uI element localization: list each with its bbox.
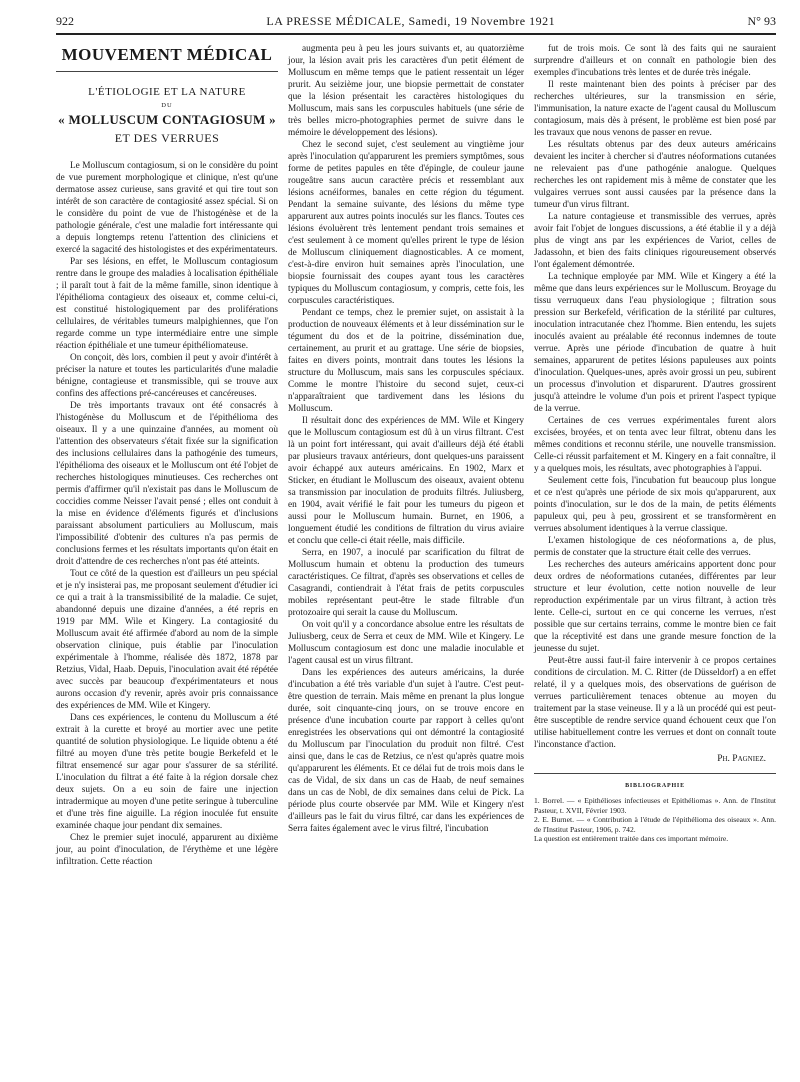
article-title-line-1: L'ÉTIOLOGIE ET LA NATURE	[88, 86, 246, 98]
column-1	[56, 43, 278, 868]
paragraph: Il reste maintenant bien des points à préciser par des recherches ultérieures, sur la transmission en série, l'immunisation, la nature exacte de l'agent causal du Molluscum contagiosum, mais dès à présent, le problème est bien posé par les travaux que nous venons de passer en revue.	[534, 80, 776, 138]
page-number: 922	[56, 14, 74, 28]
section-title: MOUVEMENT MÉDICAL	[56, 43, 278, 72]
paragraph: Le Molluscum contagiosum, si on le considère du point de vue purement morphologique et clinique, n'est qu'une dermatose assez curieuse, sans gravité et qui tire tout son intérêt de son caractère de contagiosité assez spécial. Si on le considère du point de vue de l'histogénèse et de la pathologie générale, c'est une maladie fort intéressante qui a depuis longtemps retenu l'attention des cliniciens et exercé la sagacité des histologistes et des expérimentateurs.	[56, 161, 278, 255]
article-title	[56, 86, 278, 144]
paragraph: Chez le premier sujet inoculé, apparurent au dixième jour, au point d'inoculation, de l'érythème et une légère infiltration. Cette réaction	[56, 833, 278, 867]
paragraph: Il résultait donc des expériences de MM. Wile et Kingery que le Molluscum contagiosum est dû à un virus filtrant. C'est là un point fort intéressant, qui avait d'ailleurs déjà été établi par plusieurs travaux antérieurs, dont quelques-uns paraissent avoir échappé aux auteurs américains. En 1902, Marx et Sticker, en étudiant le Molluscum des oiseaux, avaient obtenu sa transmission par inoculation de produits filtrés. Juliusberg, en 1904, avait vérifié le fait pour les tumeurs du pigeon et aussi pour le Molluscum humain. Burnet, en 1906, a longuement étudié les conditions de filtration du virus aviaire et conclu que celle-ci était réelle, mais difficile.	[288, 416, 524, 546]
paragraph: Les résultats obtenus par des deux auteurs américains devaient les inciter à chercher si d'autres néoformations cutanées ne relevaient pas d'une pathogénie analogue. Quelques recherches les ont rapidement mis à même de constater que les vulgaires verrues sont aussi causées par la présence dans la tumeur d'un virus filtrant.	[534, 140, 776, 210]
page-header	[56, 14, 776, 35]
publication-date: , Samedi, 19 Novembre 1921	[401, 14, 556, 28]
bibliography-heading: BIBLIOGRAPHIE	[625, 783, 685, 789]
bibliography-note: La question est entièrement traitée dans ces important mémoire.	[534, 834, 729, 843]
article-columns	[56, 43, 776, 868]
column-2-body	[288, 43, 524, 835]
paragraph: Par ses lésions, en effet, le Molluscum contagiosum rentre dans le groupe des maladies à localisation épithéliale ; il paraît tout à fait de la même famille, sinon identique à l'épithélioma contagieux des oiseaux et, comme celui-ci, est constitué histologiquement par des proliférations cellulaires, de véritables tumeurs malpighiennes, que l'on regarde comme un type intermédiaire entre une simple réaction épithéliale et une tumeur épithéliomateuse.	[56, 257, 278, 351]
paragraph: Seulement cette fois, l'incubation fut beaucoup plus longue et ce n'est qu'après une période de six mois qu'apparurent, aux points d'inoculation, sur le dos de la main, de petits éléments papuleux qui, peu à peu, grossirent et se transformèrent en verrues absolument identiques à la verrue classique.	[534, 476, 776, 534]
column-3	[534, 43, 776, 868]
paragraph: On voit qu'il y a concordance absolue entre les résultats de Juliusberg, ceux de Serra et ceux de MM. Wile et Kingery. Le Molluscum contagiosum est donc une maladie inoculable et l'agent causal est un virus filtrant.	[288, 620, 524, 666]
publication-name: LA PRESSE MÉDICALE	[266, 14, 402, 28]
paragraph: Certaines de ces verrues expérimentales furent alors excisées, broyées, et on tenta avec leur filtrat, obtenu dans les mêmes conditions et reconnu stérile, une nouvelle transmission. Celle-ci réussit parfaitement et M. Kingery en a fait connaître, il y a quelques mois, les résultats, avec photographies à l'appui.	[534, 416, 776, 474]
paragraph: Dans les expériences des auteurs américains, la durée d'incubation a été très variable d'un sujet à l'autre. C'est peut-être question de terrain. Mais même en prenant la plus longue durée, soit cinquante-cinq jours, on se trouve encore en présence d'une incubation courte par rapport à celles qu'ont enregistrées les observations qui ont démontré la contagiosité du Molluscum par l'inoculation du produit non filtré. C'est ainsi que, dans le cas de Retzius, ce n'est qu'après quatre mois qu'apparurent les éléments. Et ce délai fut de trois mois dans le cas de Vidal, de six dans un cas de Haab, de neuf semaines dans un cas de Nobl, de dix semaines dans celui de Pick. La période plus courte observée par MM. Wile et Kingery n'est d'ailleurs pas le fait du virus filtré, car dans les expériences de Serra faites également avec le virus filtré, l'incubation	[288, 668, 524, 834]
paragraph: La technique employée par MM. Wile et Kingery a été la même que dans leurs expériences sur le Molluscum. Broyage du tissu verruqueux dans l'eau physiologique ; filtration sous pression sur Berkefeld, vérification de la stérilité par cultures, inoculation intracutanée chez l'homme. Bien entendu, les sujets inoculés avaient au préalable été reconnus indemnes de toute verrue. Après une période d'incubation de quatre à huit semaines, apparurent de petites lésions papuleuses aux points d'inoculation. Quelques-unes, après avoir grossi un peu, subirent un processus d'involution et disparurent. D'autres grossirent jusqu'à atteindre le volume d'un pois et prirent l'aspect typique de la verrue.	[534, 272, 776, 414]
paragraph: augmenta peu à peu les jours suivants et, au quatorzième jour, la lésion avait pris les caractères d'un petit élément de Molluscum en même temps que le patient ressentait un léger prurit. Au seizième jour, une biopsie permettait de constater que la lésion présentait les caractères histologiques du Molluscum, mais sans les corpuscules habituels (une série de très belles micro-photographies permet de suivre dans le mémoire le développement des lésions).	[288, 44, 524, 138]
publication-line	[266, 14, 555, 29]
paragraph: Serra, en 1907, a inoculé par scarification du filtrat de Molluscum humain et obtenu la production des tumeurs caractéristiques. Ce filtrat, d'après ses observations et celles de Casagrandi, contiendrait à l'état frais de petits corpuscules mobiles représentant peut-être le stade filtrable d'un protozoaire qui serait la cause du Molluscum.	[288, 548, 524, 618]
issue-number: N° 93	[747, 14, 776, 28]
paragraph: Pendant ce temps, chez le premier sujet, on assistait à la production de nouveaux éléments et à leur dissémination sur le tégument du dos et de la poitrine, dissémination due, certainement, au prurit et au grattage. Une série de biopsies, faites en divers points, montrait dans toutes les lésions la structure du Molluscum, mais sans les corpuscules spéciaux. Comme le montre l'histoire du second sujet, ceux-ci n'apparaîtraient que tardivement dans les lésions du Molluscum.	[288, 308, 524, 414]
paragraph: La nature contagieuse et transmissible des verrues, après avoir fait l'objet de longues discussions, a été établie il y a déjà plus de vingt ans par les expériences de Variot, celles de Jadassohn, et bien des faits cliniques rigoureusement observés l'ont également démontrée.	[534, 212, 776, 270]
paragraph: Peut-être aussi faut-il faire intervenir à ce propos certaines conditions de circulation. M. C. Ritter (de Düsseldorf) a en effet relaté, il y a quelques mois, des observations de guérison de verrues particulièrement tenaces obtenue au moyen du traitement par la stase veineuse. Il y a là un procédé qui est peut-être susceptible de rendre service quand échouent ceux que l'on utilise habituellement contre les verrues et dont on connaît toute l'inconstance d'action.	[534, 656, 776, 750]
paragraph: De très importants travaux ont été consacrés à l'histogénèse du Molluscum et de l'épithélioma des oiseaux. Il y a une quinzaine d'années, au moment où l'attention des observateurs s'était fixée sur la signification des inclusions cellulaires dans la pathogénie des tumeurs, l'épithélioma des oiseaux et le Molluscum ont été l'objet de recherches histologiques minutieuses. Ces recherches ont permis d'affirmer qu'il n'existait pas dans le Molluscum de coccidies comme Neisser l'avait pensé ; elles ont conduit à la mise en évidence d'éléments figurés et d'inclusions paraissant absolument particuliers au Molluscum, mais l'impossibilité d'obtenir des cultures n'a pas permis de conclusions fermes et les résultats importants qu'on était en droit d'attendre de ces recherches n'ont pas été atteints.	[56, 401, 278, 567]
column-2	[288, 43, 524, 868]
article-title-line-2: « MOLLUSCUM CONTAGIOSUM »	[58, 112, 276, 127]
paragraph: Dans ces expériences, le contenu du Molluscum a été extrait à la curette et broyé au mortier avec une petite quantité de solution physiologique. Le liquide obtenu a été filtré au moyen d'une très petite bougie Berkefeld et le filtrat ensemencé sur agar pour s'assurer de sa stérilité. L'inoculation du filtrat a été faite à la région dorsale chez deux sujets. On a eu soin de faire une injection intradermique au moyen d'une petite seringue à tuberculine et d'une très fine aiguille. La région inoculée fut ensuite examinée chaque jour pendant dix semaines.	[56, 713, 278, 831]
bibliography-divider	[534, 773, 776, 774]
paragraph: Les recherches des auteurs américains apportent donc pour deux ordres de néoformations cutanées, différentes par leur structure et leur évolution, cette notion nouvelle de leur reproduction expérimentale par un virus filtrant, à action très lente. Celle-ci, surtout en ce qui concerne les verrues, n'est possible que sur certains terrains, comme le montre bien ce fait que la réceptivité est dans une grande mesure fonction de la jeunesse du sujet.	[534, 560, 776, 654]
paragraph: L'examen histologique de ces néoformations a, de plus, permis de constater que la structure était celle des verrues.	[534, 536, 776, 558]
bibliography-list	[534, 796, 776, 844]
author-signature: Ph. Pagniez.	[717, 754, 766, 764]
column-1-body	[56, 160, 278, 868]
paragraph: On conçoit, dès lors, combien il peut y avoir d'intérêt à préciser la nature et toutes les particularités d'une maladie bénigne, contagieuse et transmissible, qui se trouve aux confins des affections pré-cancéreuses et cancéreuses.	[56, 353, 278, 399]
paragraph: fut de trois mois. Ce sont là des faits qui ne sauraient surprendre d'ailleurs et on connaît en pathologie bien des exemples d'incubations très lentes et de durée très inégale.	[534, 44, 776, 78]
article-title-du: DU	[161, 102, 173, 109]
bibliography-entry: 2. E. Burnet. — « Contribution à l'étude de l'épithélioma des oiseaux ». Ann. de l'Institut Pasteur, 1906, p. 742.	[534, 815, 776, 834]
article-title-line-3: ET DES VERRUES	[114, 131, 220, 145]
column-3-body	[534, 43, 776, 751]
bibliography-entry: 1. Borrel. — « Epithélioses infectieuses et Epithéliomas ». Ann. de l'Institut Pasteur, t. XVII, Février 1903.	[534, 796, 776, 815]
paragraph: Chez le second sujet, c'est seulement au vingtième jour après l'inoculation qu'apparurent les premiers symptômes, sous forme de petites papules en tête d'épingle, de couleur jaune rougeâtre sans aucun caractère précis et ressemblant aux lésions acnéiformes, banales en cette région du tégument. Pendant la semaine suivante, des lésions du même type apparurent aux autres points inoculés sur les flancs. Toutes ces lésions évoluèrent très lentement pendant trois semaines et c'est seulement à ce moment qu'elles prirent le type de lésion de Molluscum cliniquement diagnosticables. A ce moment, c'est-à-dire environ huit semaines après l'inoculation, une biopsie fournissait des coupes ayant tous les caractères typiques du Molluscum contagiosum, y compris, cette fois, les corpuscules caractéristiques.	[288, 140, 524, 306]
paragraph: Tout ce côté de la question est d'ailleurs un peu spécial et je n'y insisterai pas, me proposant seulement d'étudier ici ce qui a trait à la transmissibilité de la maladie. Ce sujet, abandonné depuis une dizaine d'années, a été repris en 1919 par MM. Wile et Kingery. La contagiosité du Molluscum avait été affirmée d'abord au nom de la simple observation clinique, puis établie par l'inoculation expérimentale à l'homme, réalisée dès 1872, 1878 par Retzius, Vidal, Haab. Depuis, l'inoculation avait été répétée avec succès par beaucoup d'expérimentateurs et nous aurons occasion d'y revenir, après avoir pris connaissance des expériences de MM. Wile et Kingery.	[56, 569, 278, 711]
